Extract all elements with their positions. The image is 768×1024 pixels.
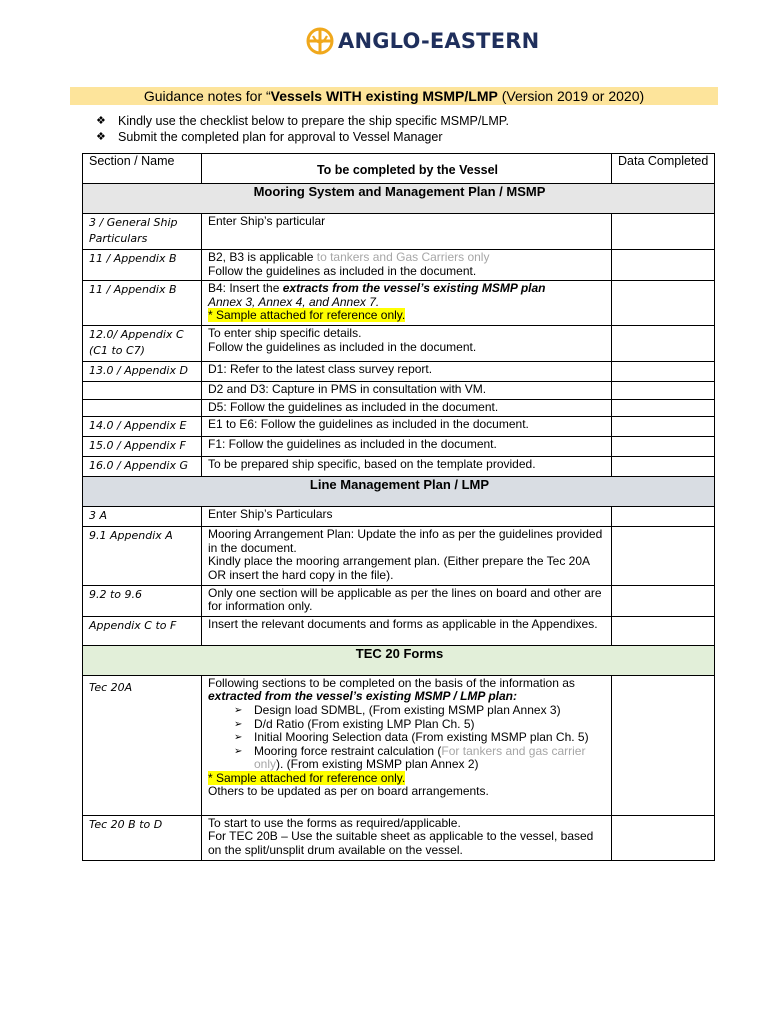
diamond-bullet-icon: ❖: [96, 115, 106, 127]
list-item: ➢ D/d Ratio (From existing LMP Plan Ch. 5): [234, 718, 607, 732]
table-row: Appendix C to F Insert the relevant documents and forms as applicable in the Appendixes.: [83, 616, 715, 645]
data-completed-cell[interactable]: [612, 527, 715, 585]
table-row: 11 / Appendix B B2, B3 is applicable to tankers and Gas Carriers only Follow the guidelines as included in the document.: [83, 250, 715, 281]
data-completed-cell[interactable]: [612, 281, 715, 326]
table-row: 13.0 / Appendix D D1: Refer to the latest class survey report.: [83, 361, 715, 381]
section-header-tec20: TEC 20 Forms: [83, 645, 715, 675]
table-row: Tec 20A Following sections to be completed on the basis of the information as extracted from the vessel’s existing MSMP / LMP plan: ➢ Design load SDMBL, (From existing MSMP plan Annex 3) ➢ D/d Ratio (From existing LMP Plan Ch. 5) ➢ Initial Mooring Selection data (From existing MSMP plan Ch. 5) ➢ Mooring force restraint calculation (For tankers and gas carrier only). (From existing MSMP plan Annex 2) * Sample attached for reference only. Others to be updated as per on board arrangements.: [83, 675, 715, 815]
section-header-lmp: Line Management Plan / LMP: [83, 477, 715, 507]
data-completed-cell[interactable]: [612, 325, 715, 361]
data-completed-cell[interactable]: [612, 361, 715, 381]
highlight-note: * Sample attached for reference only.: [208, 308, 406, 323]
data-completed-cell[interactable]: [612, 616, 715, 645]
company-logo: [306, 26, 539, 56]
list-item: ❖ Kindly use the checklist below to prepare the ship specific MSMP/LMP.: [96, 114, 509, 128]
data-completed-cell[interactable]: [612, 585, 715, 616]
list-item: ➢ Initial Mooring Selection data (From existing MSMP plan Ch. 5): [234, 731, 607, 745]
checklist-table: [82, 153, 715, 861]
diamond-bullet-icon: ❖: [96, 130, 106, 143]
header-section: Section / Name: [83, 154, 202, 184]
tec20a-item-list: [208, 704, 607, 772]
data-completed-cell[interactable]: [612, 250, 715, 281]
header-data-completed: Data Completed: [612, 154, 715, 184]
table-row: Tec 20 B to D To start to use the forms as required/applicable. For TEC 20B – Use the suitable sheet as applicable to the vessel, based on the split/unsplit drum available on the vessel.: [83, 815, 715, 860]
section-header-msmp: Mooring System and Management Plan / MSMP: [83, 184, 715, 214]
table-row: 12.0/ Appendix C (C1 to C7) To enter ship specific details. Follow the guidelines as included in the document.: [83, 325, 715, 361]
page-title: Guidance notes for “Vessels WITH existing MSMP/LMP (Version 2019 or 2020): [70, 87, 718, 105]
data-completed-cell[interactable]: [612, 815, 715, 860]
data-completed-cell[interactable]: [612, 417, 715, 437]
data-completed-cell[interactable]: [612, 437, 715, 457]
data-completed-cell[interactable]: [612, 507, 715, 527]
table-row: 11 / Appendix B B4: Insert the extracts from the vessel’s existing MSMP plan Annex 3, Annex 4, and Annex 7. * Sample attached for reference only.: [83, 281, 715, 326]
table-row: 14.0 / Appendix E E1 to E6: Follow the guidelines as included in the document.: [83, 417, 715, 437]
table-row: 3 A Enter Ship’s Particulars: [83, 507, 715, 527]
highlight-note: * Sample attached for reference only.: [208, 770, 406, 785]
anchor-wheel-icon: [306, 27, 334, 55]
list-item: ➢ Design load SDMBL, (From existing MSMP plan Annex 3): [234, 704, 607, 718]
table-row: D2 and D3: Capture in PMS in consultation with VM.: [83, 381, 715, 399]
data-completed-cell[interactable]: [612, 214, 715, 250]
table-row: 15.0 / Appendix F F1: Follow the guidelines as included in the document.: [83, 437, 715, 457]
data-completed-cell[interactable]: [612, 381, 715, 399]
table-row: D5: Follow the guidelines as included in the document.: [83, 399, 715, 417]
table-row: 16.0 / Appendix G To be prepared ship specific, based on the template provided.: [83, 457, 715, 477]
list-item: ➢ Mooring force restraint calculation (For tankers and gas carrier only). (From existing MSMP plan Annex 2): [234, 745, 607, 772]
table-row: 9.1 Appendix A Mooring Arrangement Plan: Update the info as per the guidelines provided in the document. Kindly place the mooring arrangement plan. (Either prepare the Tec 20A OR insert the hard copy in the file).: [83, 527, 715, 585]
table-row: 9.2 to 9.6 Only one section will be applicable as per the lines on board and other are for information only.: [83, 585, 715, 616]
header-vessel: To be completed by the Vessel: [202, 154, 612, 184]
table-header-row: [83, 154, 715, 184]
list-item: ❖ Submit the completed plan for approval to Vessel Manager: [96, 129, 443, 144]
logo-text: ANGLO-EASTERN: [338, 29, 540, 53]
data-completed-cell[interactable]: [612, 457, 715, 477]
data-completed-cell[interactable]: [612, 675, 715, 815]
instructions-list: [96, 114, 509, 145]
table-row: 3 / General Ship Particulars Enter Ship’s particular: [83, 214, 715, 250]
data-completed-cell[interactable]: [612, 399, 715, 417]
